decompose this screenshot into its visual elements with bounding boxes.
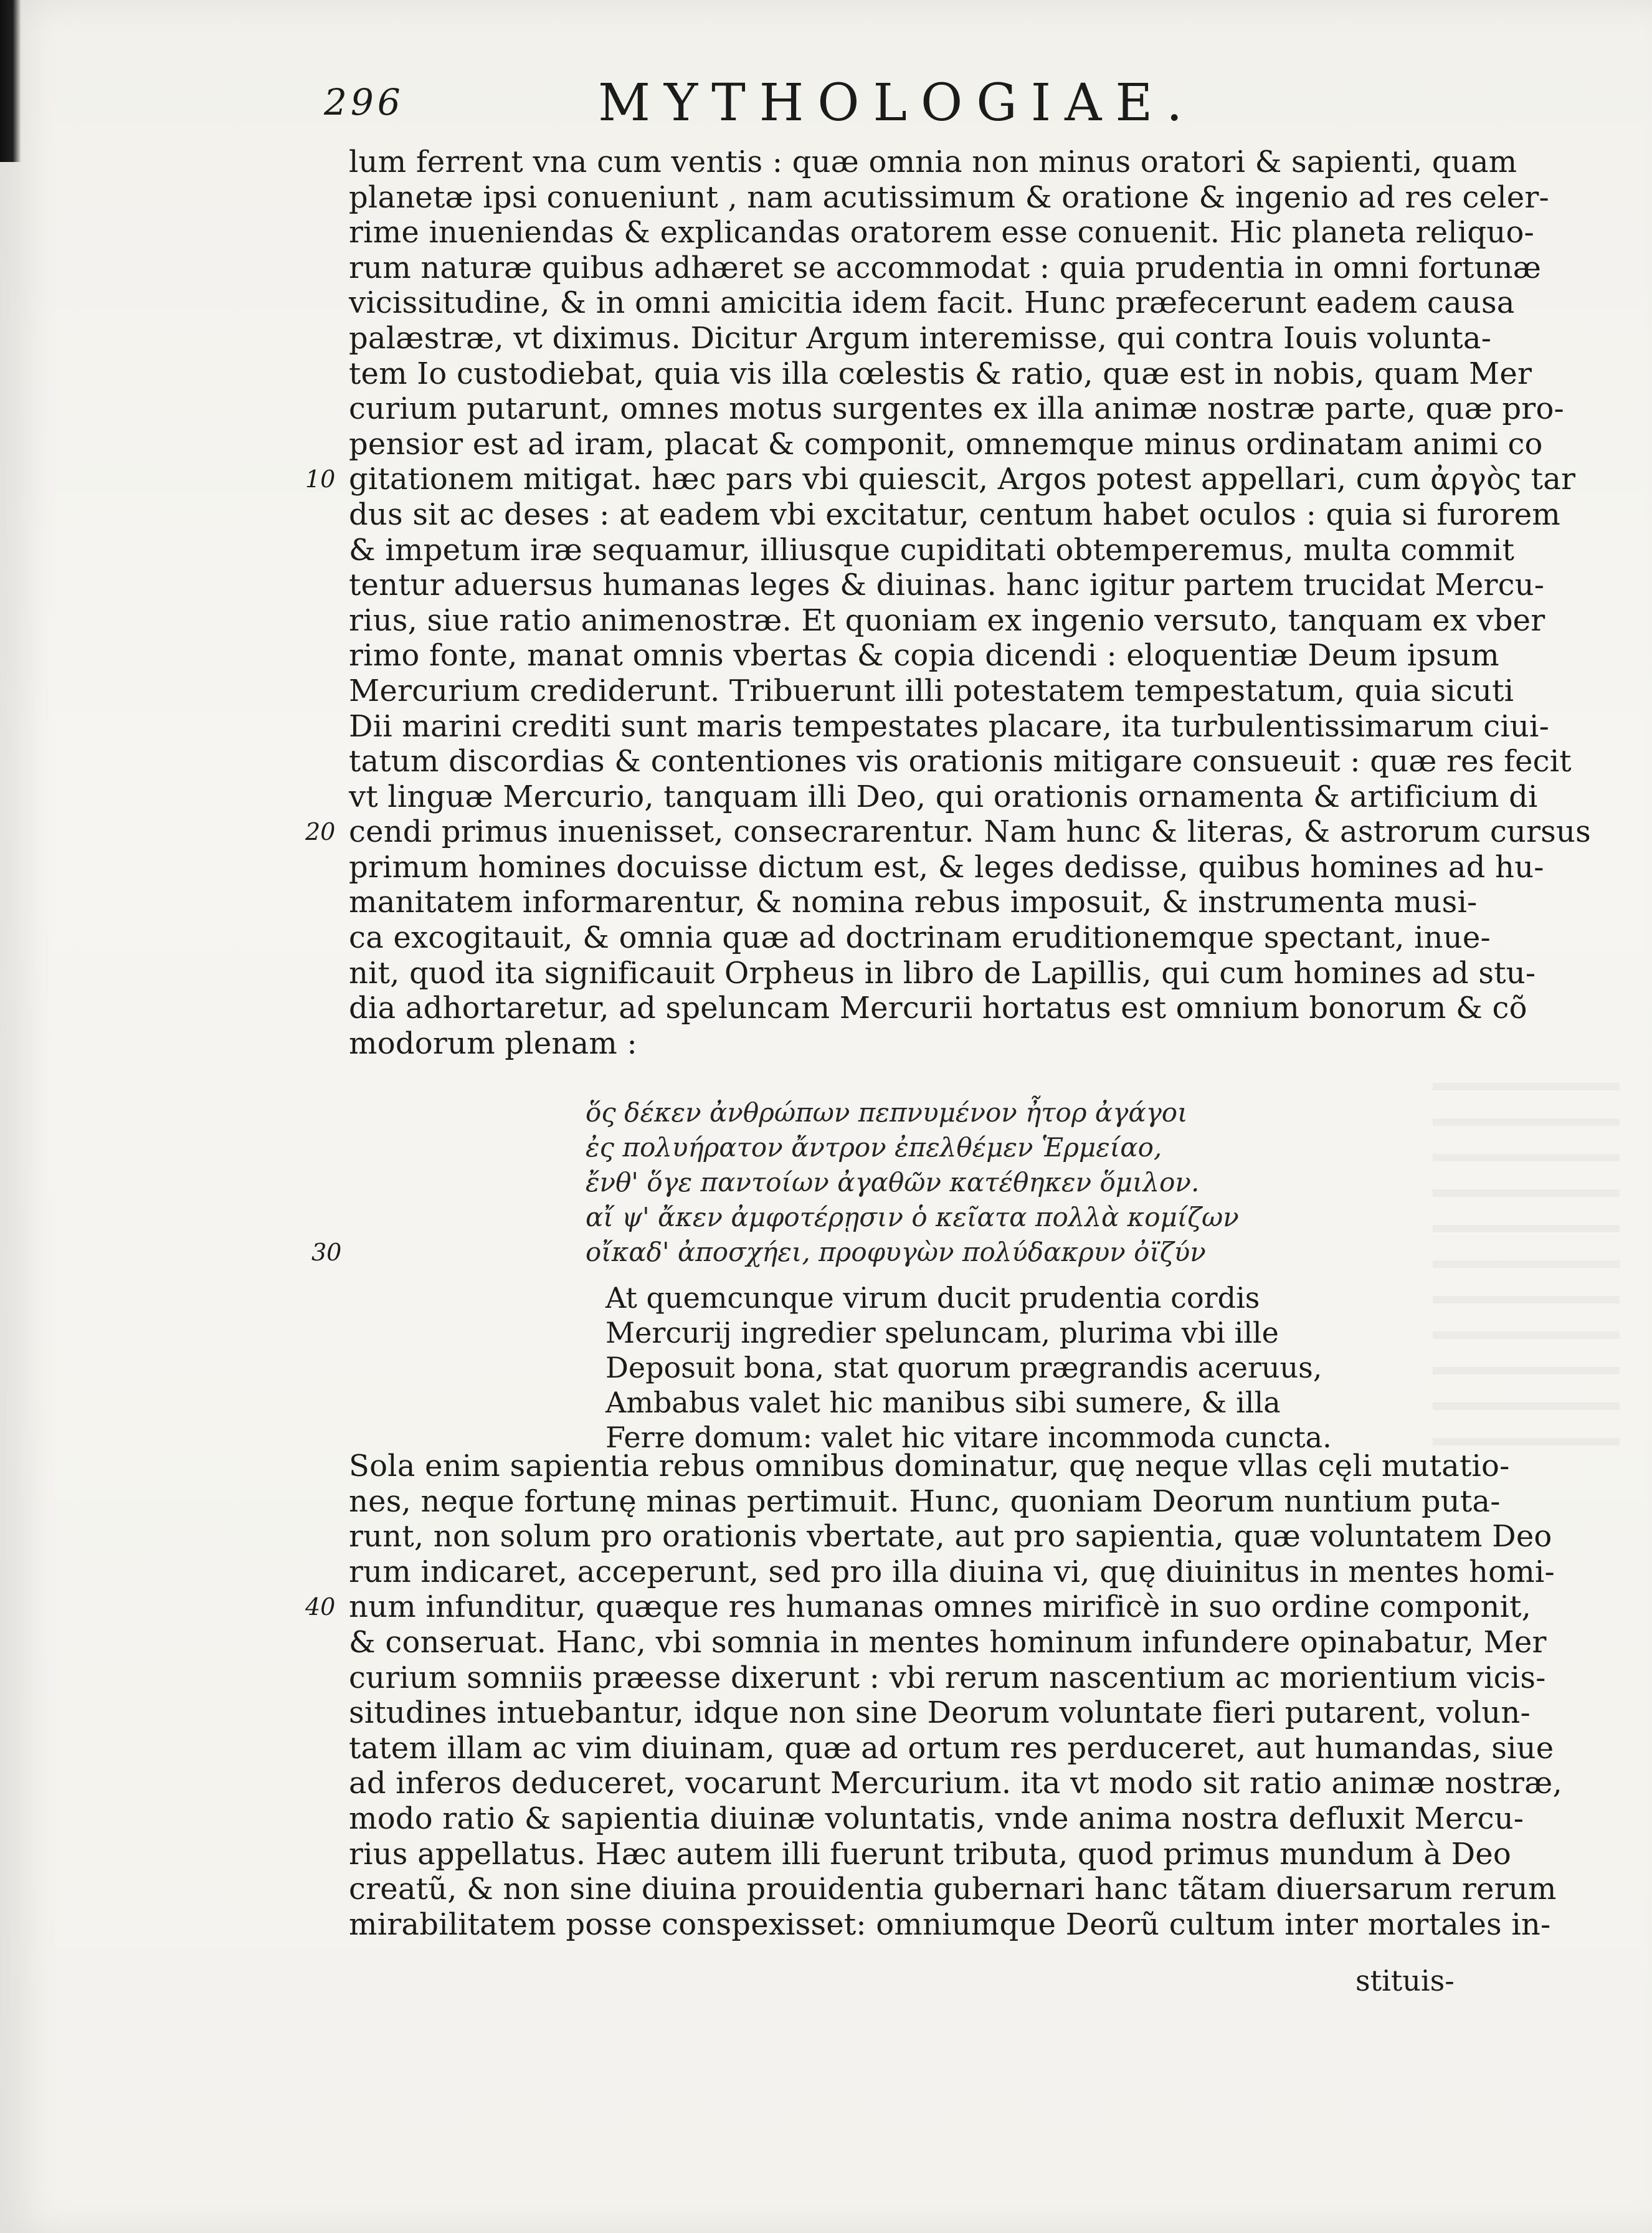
line-text: lum ferrent vna cum ventis : quæ omnia non minus oratori & sapienti, quam — [349, 145, 1517, 179]
text-line — [349, 568, 1545, 603]
line-text: & impetum iræ sequamur, illiusque cupiditati obtemperemus, multa commit — [349, 532, 1515, 568]
line-text: palæstræ, vt diximus. Dicitur Argum interemisse, qui contra Iouis volunta- — [349, 320, 1492, 356]
line-text: cendi primus inuenisset, consecrarentur. Nam hunc & literas, & astrorum cursus — [349, 814, 1591, 850]
text-line — [349, 779, 1538, 815]
text-line — [349, 1554, 1555, 1590]
line-text: ἐς πολυήρατον ἄντρον ἐπελθέμεν Ἑρμείαο, — [586, 1132, 1162, 1163]
prose-block-top — [305, 145, 1591, 1061]
greek-verse-line — [586, 1130, 1321, 1165]
text-line — [305, 1589, 1532, 1625]
text-line — [349, 179, 1549, 216]
text-line — [349, 708, 1549, 745]
line-text: rime inueniendas & explicandas oratorem esse conuenit. Hic planeta reliquo- — [349, 215, 1534, 250]
greek-verse-block — [311, 1095, 1321, 1270]
text-line — [349, 285, 1515, 321]
running-head: MYTHOLOGIAE. — [598, 74, 1197, 133]
line-text: vicissitudine, & in omni amicitia idem facit. Hunc præfecerunt eadem causa — [349, 285, 1515, 321]
line-text: curium somniis præesse dixerunt : vbi rerum nascentium ac morientium vicis- — [349, 1660, 1546, 1695]
text-line — [349, 426, 1543, 462]
text-line — [349, 849, 1544, 885]
latin-verse-line: At quemcunque virum ducit prudentia cordis — [605, 1281, 1260, 1315]
line-number: 10 — [305, 465, 336, 493]
text-line — [349, 638, 1499, 674]
line-text: primum homines docuisse dictum est, & leges dedisse, quibus homines ad hu- — [349, 849, 1544, 885]
line-text: situdines intuebantur, idque non sine Deorum voluntate fieri putarent, volun- — [349, 1695, 1531, 1731]
greek-verse-line — [586, 1165, 1321, 1200]
text-line — [349, 1449, 1510, 1484]
greek-verse-line — [586, 1200, 1321, 1235]
text-line — [349, 1660, 1546, 1696]
text-line — [349, 1695, 1531, 1731]
line-text: οἴκαδ' ἀποσχήει, προφυγὼν πολύδακρυν ὀϊζύν — [586, 1237, 1206, 1267]
line-text: tentur aduersus humanas leges & diuinas. hanc igitur partem trucidat Mercu- — [349, 568, 1545, 603]
text-line — [349, 744, 1572, 779]
line-text: runt, non solum pro orationis vbertate, aut pro sapientia, quæ voluntatem Deo — [349, 1519, 1552, 1555]
line-text: manitatem informarentur, & nomina rebus imposuit, & instrumenta musi- — [349, 885, 1478, 920]
text-line — [349, 145, 1517, 180]
line-text: ca excogitauit, & omnia quæ ad doctrinam eruditionemque spectant, inue- — [349, 920, 1491, 956]
line-text: tatum discordias & contentiones vis orationis mitigare consueuit : quæ res fecit — [349, 744, 1572, 779]
line-number: 30 — [311, 1239, 342, 1266]
line-text: modorum plenam : — [349, 1026, 637, 1061]
latin-verse-line: Ambabus valet hic manibus sibi sumere, & illa — [605, 1386, 1281, 1419]
show-through-text — [1433, 1059, 1620, 1445]
line-number: 20 — [305, 818, 336, 846]
greek-verse-line — [311, 1235, 1321, 1270]
text-line — [349, 1766, 1562, 1801]
latin-verse-block — [605, 1280, 1390, 1455]
line-text: num infunditur, quæque res humanas omnes mirificè in suo ordine componit, — [349, 1589, 1532, 1625]
line-text: tem Io custodiebat, quia vis illa cœlestis & ratio, quæ est in nobis, quam Mer — [349, 356, 1532, 391]
line-text: tatem illam ac vim diuinam, quæ ad ortum res perduceret, aut humandas, siue — [349, 1730, 1554, 1766]
text-line — [349, 532, 1515, 568]
text-line — [349, 955, 1536, 991]
greek-verse-line — [586, 1095, 1321, 1130]
text-line — [349, 1483, 1501, 1520]
line-text: planetæ ipsi conueniunt , nam acutissimum & oratione & ingenio ad res celer- — [349, 179, 1549, 215]
line-text: dia adhortaretur, ad speluncam Mercurii hortatus est omnium bonorum & cõ — [349, 991, 1527, 1026]
line-text: creatũ, & non sine diuina prouidentia gubernari hanc tãtam diuersarum rerum — [349, 1872, 1557, 1907]
text-line — [349, 356, 1532, 392]
line-text: ad inferos deduceret, vocarunt Mercurium. ita vt modo sit ratio animæ nostræ, — [349, 1766, 1562, 1801]
text-line — [349, 885, 1478, 920]
text-line — [349, 1836, 1511, 1872]
line-text: & conseruat. Hanc, vbi somnia in mentes hominum infundere opinabatur, Mer — [349, 1624, 1547, 1660]
line-number: 40 — [305, 1593, 336, 1621]
text-line — [349, 1026, 1458, 1062]
line-text: ἔνθ' ὅγε παντοίων ἀγαθῶν κατέθηκεν ὅμιλον. — [586, 1167, 1200, 1197]
line-text: nit, quod ita significauit Orpheus in libro de Lapillis, qui cum homines ad stu- — [349, 955, 1536, 991]
page-number: 296 — [324, 81, 404, 123]
latin-verse-line: Mercurij ingredier speluncam, plurima vbi ille — [605, 1316, 1279, 1350]
text-line — [349, 1907, 1551, 1943]
text-line — [349, 1801, 1524, 1837]
line-text: Sola enim sapientia rebus omnibus dominatur, quę neque vllas cęli mutatio- — [349, 1449, 1510, 1483]
text-line — [349, 920, 1491, 956]
text-line — [349, 391, 1564, 427]
line-text: ὅς δέκεν ἀνθρώπων πεπνυμένον ἦτορ ἀγάγοι — [586, 1097, 1188, 1128]
page-header — [324, 74, 1258, 142]
text-line — [349, 1624, 1547, 1660]
binding-shadow — [0, 0, 21, 162]
text-line — [305, 462, 1576, 497]
text-line — [349, 1730, 1554, 1766]
text-line — [349, 1519, 1552, 1555]
latin-verse-line: Ferre domum: valet hic vitare incommoda cuncta. — [605, 1421, 1332, 1454]
text-line — [349, 497, 1561, 533]
text-line — [349, 602, 1545, 639]
line-text: curium putarunt, omnes motus surgentes ex illa animæ nostræ parte, quæ pro- — [349, 391, 1564, 427]
line-text: αἴ ψ' ἄκεν ἀμφοτέρῃσιν ὁ κεῖατα πολλὰ κομίζων — [586, 1202, 1239, 1232]
line-text: rimo fonte, manat omnis vbertas & copia dicendi : eloquentiæ Deum ipsum — [349, 638, 1499, 674]
line-text: gitationem mitigat. hæc pars vbi quiescit, Argos potest appellari, cum ἀργὸς tar — [349, 462, 1576, 497]
text-line — [349, 673, 1514, 709]
line-text: dus sit ac deses : at eadem vbi excitatur, centum habet oculos : quia si furorem — [349, 497, 1561, 532]
line-text: Dii marini crediti sunt maris tempestates placare, ita turbulentissimarum ciui- — [349, 708, 1549, 744]
line-text: rum indicaret, acceperunt, sed pro illa diuina vi, quę diuinitus in mentes homi- — [349, 1554, 1555, 1589]
line-text: pensior est ad iram, placat & componit, omnemque minus ordinatam animi co — [349, 426, 1543, 462]
line-text: Mercurium crediderunt. Tribuerunt illi potestatem tempestatum, quia sicuti — [349, 673, 1514, 708]
text-line — [349, 991, 1527, 1026]
text-line — [349, 250, 1542, 286]
line-text: rius, siue ratio animenostræ. Et quoniam ex ingenio versuto, tanquam ex vber — [349, 602, 1545, 638]
latin-verse-line: Deposuit bona, stat quorum prægrandis aceruus, — [605, 1351, 1322, 1384]
line-text: modo ratio & sapientia diuinæ voluntatis, vnde anima nostra defluxit Mercu- — [349, 1801, 1524, 1836]
line-text: mirabilitatem posse conspexisset: omniumque Deorũ cultum inter mortales in- — [349, 1907, 1551, 1942]
catchword: stituis- — [1355, 1964, 1455, 1997]
line-text: rum naturæ quibus adhæret se accommodat : quia prudentia in omni fortunæ — [349, 250, 1542, 285]
text-line — [349, 215, 1534, 250]
text-line — [305, 814, 1591, 850]
text-line — [349, 320, 1492, 356]
text-line — [349, 1872, 1557, 1907]
line-text: vt linguæ Mercurio, tanquam illi Deo, qui orationis ornamenta & artificium di — [349, 779, 1538, 814]
line-text: rius appellatus. Hæc autem illi fuerunt tributa, quod primus mundum à Deo — [349, 1836, 1511, 1872]
line-text: nes, neque fortunę minas pertimuit. Hunc, quoniam Deorum nuntium puta- — [349, 1483, 1501, 1519]
prose-block-bottom — [305, 1449, 1562, 1942]
